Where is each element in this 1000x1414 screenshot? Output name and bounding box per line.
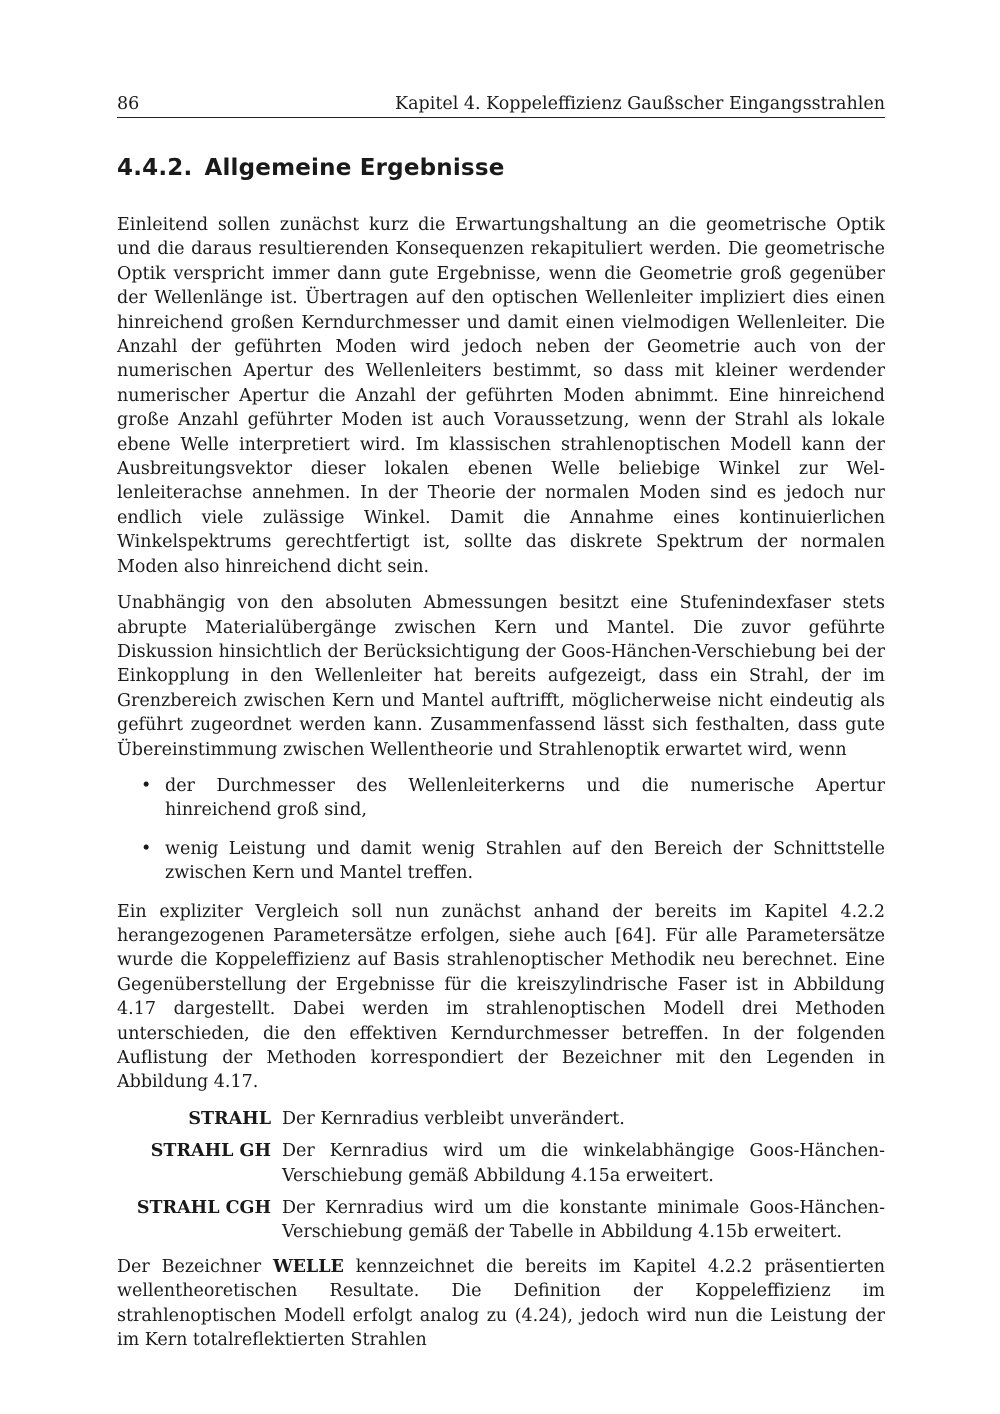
method-definition-list bbox=[117, 1107, 885, 1245]
definition-row bbox=[117, 1107, 885, 1131]
page bbox=[117, 94, 885, 1364]
list-item-text: der Durchmesser des Wellenleiterkerns und die numerische Apertur hinreichend groß sind, bbox=[165, 775, 885, 821]
definition-term: STRAHL bbox=[188, 1108, 271, 1129]
definition-description: Der Kernradius wird um die winkelabhängige Goos-Hänchen-Verschiebung gemäß Abbildung 4.15a erweitert. bbox=[282, 1141, 885, 1186]
definition-term: STRAHL CGH bbox=[136, 1198, 271, 1219]
definition-row bbox=[117, 1139, 885, 1188]
paragraph-welle bbox=[117, 1255, 885, 1353]
running-header bbox=[117, 94, 885, 118]
paragraph-step-index: Unabhängig von den absoluten Abmessungen besitzt eine Stufenindexfaser stets abrupte Materialübergänge zwischen Kern und Mantel. Die zuvor geführte Diskussion hinsichtlich der Berücksichtigung der Goos-Hänchen-Verschiebung bei der Einkopplung in den Wellenleiter hat bereits aufgezeigt, dass ein Strahl, der im Grenzbereich zwischen Kern und Mantel auftrifft, möglicherweise nicht eindeutig als geführt zugeordnet werden kann. Zusammenfassend lässt sich festhalten, dass gute Übereinstimmung zwischen Wellentheorie und Strahlenoptik erwartet wird, wenn bbox=[117, 593, 885, 760]
section-heading bbox=[117, 155, 885, 181]
chapter-title: Kapitel 4. Koppeleffizienz Gaußscher Eingangsstrahlen bbox=[395, 94, 885, 114]
paragraph-comparison: Ein expliziter Vergleich soll nun zunächst anhand der bereits im Kapitel 4.2.2 herangezogenen Parametersätze erfolgen, siehe auch [64]. Für alle Parametersätze wurde die Koppeleffizienz auf Basis strahlenoptischer Methodik neu berechnet. Eine Gegenüberstellung der Ergebnisse für die kreiszylindrische Faser ist in Abbildung 4.17 dargestellt. Dabei werden im strahlenoptischen Modell drei Methoden unterschieden, die den effektiven Kerndurchmesser betreffen. In der folgenden Auflistung der Methoden korrespondiert der Bezeichner mit den Legenden in Abbildung 4.17. bbox=[117, 901, 885, 1093]
paragraph-text: kennzeichnet die bereits im Kapitel 4.2.2 präsentierten wellentheoretischen Resultate. Die Definition der Koppeleffizienz im strahlenoptischen Modell erfolgt analog zu (4.24), jedoch wird nun die Leistung der im Kern totalreflektierten Strahlen bbox=[117, 1256, 885, 1351]
definition-description: Der Kernradius wird um die konstante minimale Goos-Hänchen-Verschiebung gemäß der Tabelle in Abbildung 4.15b erweitert. bbox=[282, 1198, 885, 1243]
definition-term: STRAHL GH bbox=[150, 1141, 271, 1162]
definition-row bbox=[117, 1196, 885, 1245]
bullet-icon: • bbox=[141, 838, 152, 859]
list-item bbox=[117, 837, 885, 886]
paragraph-text: Der Bezeichner bbox=[117, 1256, 273, 1277]
list-item-text: wenig Leistung und damit wenig Strahlen auf den Bereich der Schnittstelle zwischen Kern und Mantel treffen. bbox=[165, 838, 885, 884]
definition-description: Der Kernradius verbleibt unverändert. bbox=[282, 1108, 625, 1129]
condition-list bbox=[117, 774, 885, 886]
paragraph-intro: Einleitend sollen zunächst kurz die Erwartungshaltung an die geometrische Optik und die daraus resultierenden Konsequenzen rekapituliert werden. Die geometrische Optik verspricht immer dann gute Ergebnisse, wenn die Geometrie groß gegenüber der Wellenlänge ist. Übertragen auf den optischen Wellenleiter impliziert dies einen hinreichend großen Kerndurchmesser und damit einen vielmodigen Wellenleiter. Die Anzahl der geführten Moden wird jedoch neben der Geometrie auch von der numerischen Apertur des Wellenleiters bestimmt, so dass mit kleiner werdender numerischer Apertur die Anzahl der geführten Moden abnimmt. Eine hinreichend große Anzahl geführter Moden ist auch Voraussetzung, wenn der Strahl als lokale ebene Welle interpretiert wird. Im klassischen strahlenoptischen Modell kann der Ausbreitungsvektor dieser lokalen ebenen Welle beliebige Winkel zur Wellenleiterachse annehmen. In der Theorie der normalen Moden sind es jedoch nur endlich viele zulässige Winkel. Damit die Annahme eines kontinuierlichen Winkelspektrums gerechtfertigt ist, sollte das diskrete Spektrum der normalen Moden also hinreichend dicht sein. bbox=[117, 215, 885, 577]
page-number: 86 bbox=[117, 94, 140, 114]
bullet-icon: • bbox=[141, 775, 152, 796]
list-item bbox=[117, 774, 885, 823]
section-number: 4.4.2. bbox=[117, 155, 193, 181]
welle-label: WELLE bbox=[272, 1256, 344, 1277]
section-title: Allgemeine Ergebnisse bbox=[204, 155, 505, 181]
